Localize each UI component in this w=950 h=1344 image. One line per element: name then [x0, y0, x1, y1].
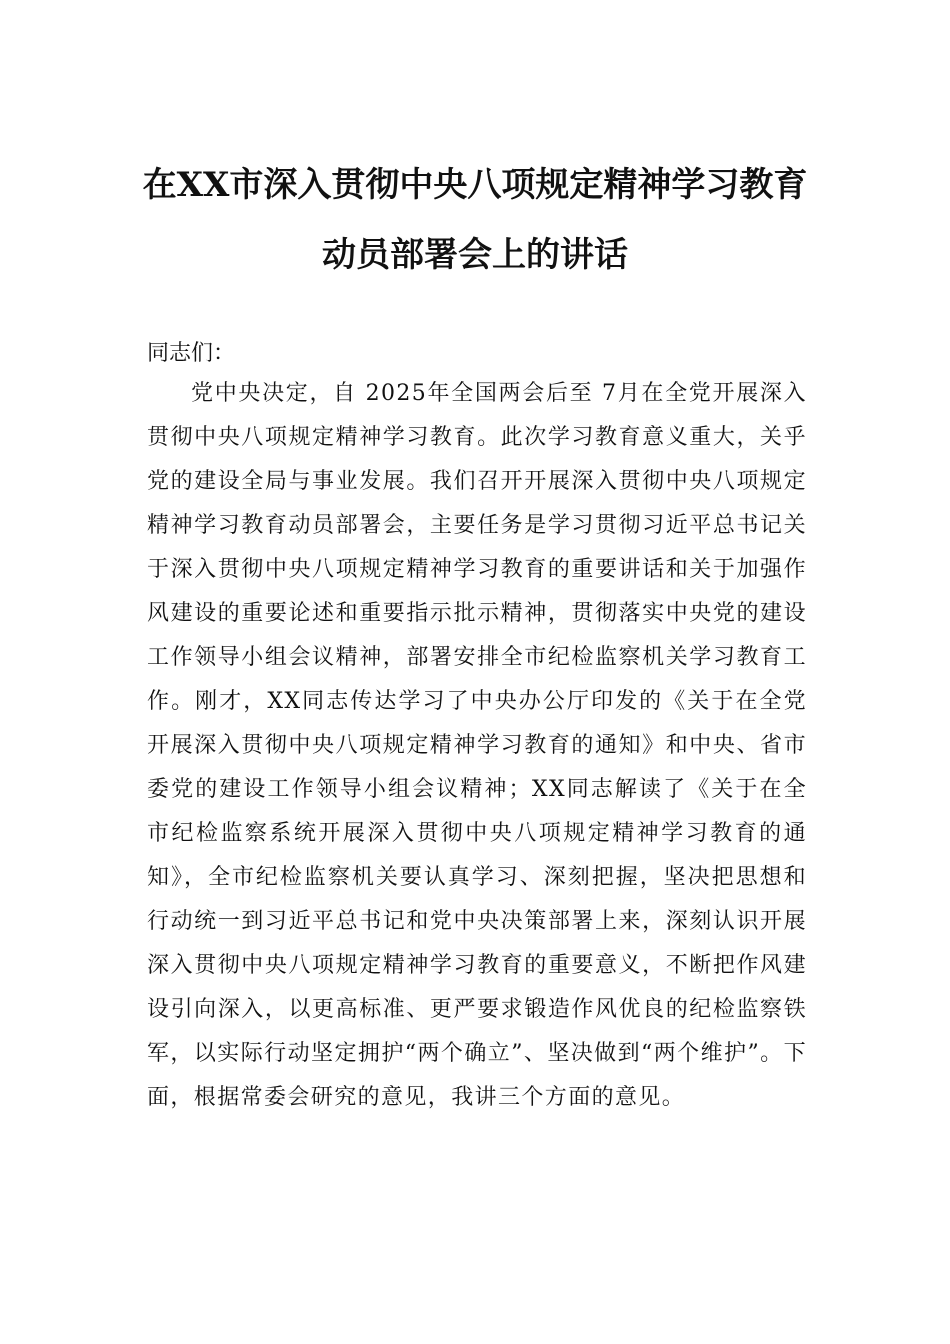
document-title: 在XX市深入贯彻中央八项规定精神学习教育动员部署会上的讲话 — [142, 165, 808, 275]
salutation: 同志们： — [147, 341, 236, 366]
body-paragraph: 党中央决定，自 2025年全国两会后至 7月在全党开展深入贯彻中央八项规定精神学习教育。此次学习教育意义重大，关乎党的建设全局与事业发展。我们召开开展深入贯彻中央八项规定精神学习教育动员部署会，主要任务是学习贯彻习近平总书记关于深入贯彻中央八项规定精神学习教育的重要讲话和关于加强作风建设的重要论述和重要指示批示精神，贯彻落实中央党的建设工作领导小组会议精神，部署安排全市纪检监察机关学习教育工作。刚才，XX同志传达学习了中央办公厅印发的《关于在全党开展深入贯彻中央八项规定精神学习教育的通知》和中央、省市委党的建设工作领导小组会议精神；XX同志解读了《关于在全市纪检监察系统开展深入贯彻中央八项规定精神学习教育的通知》，全市纪检监察机关要认真学习、深刻把握，坚决把思想和行动统一到习近平总书记和党中央决策部署上来，深刻认识开展深入贯彻中央八项规定精神学习教育的重要意义，不断把作风建设引向深入，以更高标准、更严要求锻造作风优良的纪检监察铁军，以实际行动坚定拥护“两个确立”、坚决做到“两个维护”。下面，根据常委会研究的意见，我讲三个方面的意见。 — [147, 381, 807, 1110]
